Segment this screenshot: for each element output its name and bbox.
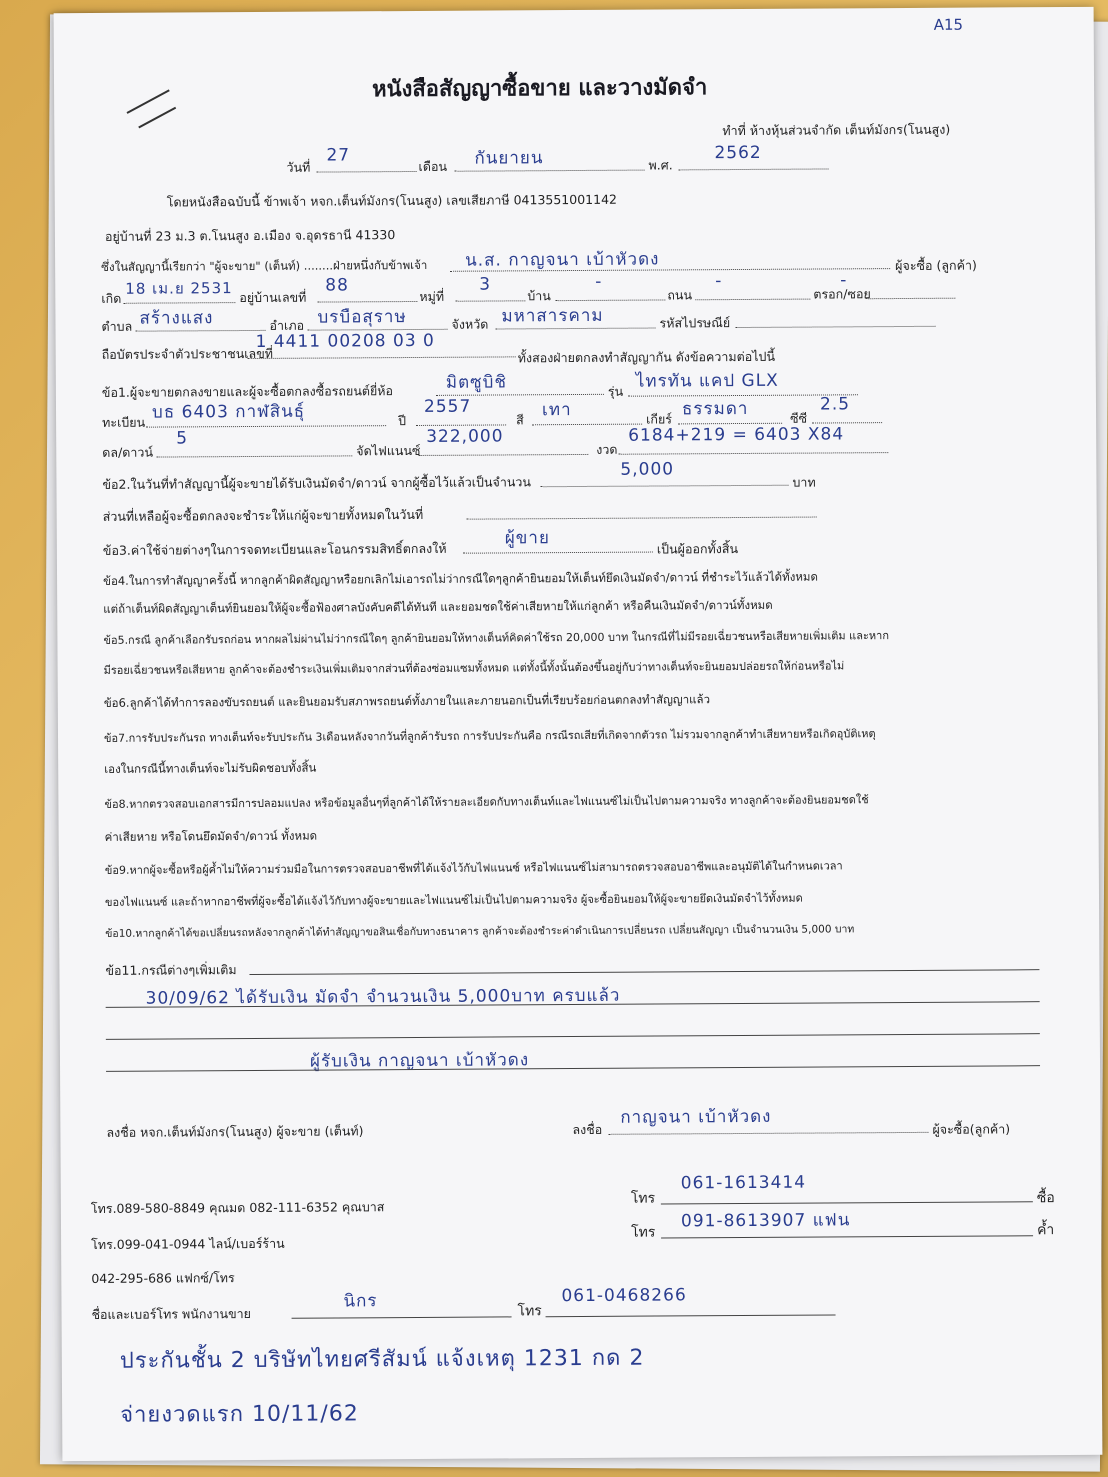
clause11-label: ข้อ11.กรณีต่างๆเพิ่มเติม (105, 962, 237, 978)
buyer-name: น.ส. กาญจนา เบ้าหัวดง (465, 249, 660, 271)
brand-value: มิตซูบิชิ (445, 372, 508, 393)
moo-label: หมู่ที่ (419, 288, 445, 304)
car-year-value: 2557 (423, 396, 472, 417)
remain-line: ส่วนที่เหลือผู้จะซื้อตกลงจะชำระให้แก่ผู้จะขายทั้งหมดในวันที่ (102, 506, 424, 524)
color-label: สี (516, 412, 524, 428)
idcard-label: ถือบัตรประจำตัวประชาชนเลขที่ (101, 345, 274, 362)
month-value: กันยายน (474, 148, 544, 169)
sales-tel-label: โทร (517, 1303, 542, 1320)
clause-line: ข้อ7.การรับประกันรถ ทางเต็นท์จะรับประกัน 3เดือนหลังจากวันที่ลูกค้ารับรถ การรับประกันคือ กรณีรถเสียที่เกิดจากตัวรถ ไม่รวมจากลูกค้าทำเสียหายหรือเกิดอุบัติเหตุ (103, 727, 876, 745)
day-value: 27 (326, 145, 351, 166)
clause-line: ข้อ6.ลูกค้าได้ทำการลองขับรถยนต์ และยินยอมรับสภาพรถยนต์ทั้งภายในและภายนอกเป็นที่เรียบร้อยก่อนตกลงทำสัญญาแล้ว (103, 692, 711, 710)
buyer-tel: 061-1613414 (680, 1172, 807, 1194)
clause11-note1: 30/09/62 ได้รับเงิน มัดจำ จำนวนเงิน 5,000บาท ครบแล้ว (145, 985, 621, 1009)
guarantor-tel: 091-8613907 แฟน (680, 1210, 851, 1232)
corner-note: A15 (933, 15, 964, 34)
idcard-value: 1 4411 00208 03 0 (255, 330, 435, 352)
color-value: เทา (541, 400, 572, 421)
finance-label: จัดไฟแนนซ์ (356, 442, 421, 459)
seller-line-label: ซึ่งในสัญญานี้เรียกว่า "ผู้จะขาย" (เต็นท์) ........ฝ่ายหนึ่งกับข้าพเจ้า (101, 257, 428, 274)
finance-value: 322,000 (426, 426, 504, 447)
clause3-label: ข้อ3.ค่าใช้จ่ายต่างๆในการจดทะเบียนและโอนกรรมสิทธิ์ตกลงให้ (102, 540, 447, 558)
clause2-label: ข้อ2.ในวันที่ทำสัญญานี้ผู้จะขายได้รับเงินมัดจำ/ดาวน์ จากผู้ซื้อไว้แล้วเป็นจำนวน (102, 474, 531, 492)
tambon-value: สร้างแสง (139, 308, 214, 329)
down-label: ดล/ดาวน์ (102, 444, 154, 460)
clause-line: เองในกรณีนี้ทางเต็นท์จะไม่รับผิดชอบทั้งสิ้น (104, 760, 317, 776)
amphoe-label: อำเภอ (269, 317, 305, 333)
province-value: มหาสารคาม (501, 305, 604, 327)
buyer-signature: กาญจนา เบ้าหัวดง (620, 1106, 772, 1128)
guarantor-tel-label: โทร (630, 1224, 656, 1241)
reg-value: บธ 6403 กาฬสินธุ์ (151, 401, 306, 423)
cc-value: 2.5 (819, 394, 851, 415)
clause-line: ข้อ5.กรณี ลูกค้าเลือกรับรถก่อน หากผลไม่ผ่านไม่ว่ากรณีใดๆ ลูกค้ายินยอมให้ทางเต็นท์คิดค่าใช้รถ 20,000 บาท ในกรณีที่ไม่มีรอยเฉี่ยวชนหรือเสียหายเพิ่มเติม และหาก (103, 629, 890, 647)
document-title: หนังสือสัญญาซื้อขาย และวางมัดจำ (371, 75, 708, 103)
year-label: พ.ศ. (648, 157, 673, 173)
moo-value: 3 (479, 274, 492, 295)
clause-line: มีรอยเฉี่ยวชนหรือเสียหาย ลูกค้าจะต้องชำระเงินเพิ่มเติมจากส่วนที่ต้องซ่อมแซมทั้งหมด แต่ทั้งนี้ทั้งนั้นต้องขึ้นอยู่กับว่าทางเต็นท์จะยินยอมปล่อยรถให้ก่อนหรือไม่ (103, 659, 845, 677)
day-label: วันที่ (286, 159, 311, 175)
road-value: - (715, 271, 723, 292)
deposit-value: 5,000 (620, 459, 675, 480)
amphoe-value: บรบือสุราษ (317, 307, 407, 328)
clause-line: ของไฟแนนซ์ และถ้าหากอาชีพที่ผู้จะซื้อได้แจ้งไว้กับทางผู้จะขายและไฟแนนซ์ไม่เป็นไปตามความจริง ผู้จะซื้อยินยอมให้ผู้จะขายยึดเงินมัดจำไว้ทั้งหมด (104, 891, 803, 909)
gear-value: ธรรมดา (681, 398, 749, 420)
clause-line: ข้อ10.หากลูกค้าได้ขอเปลี่ยนรถหลังจากลูกค้าได้ทำสัญญาขอสินเชื่อกับทางธนาคาร ลูกค้าจะต้องชำระค่าดำเนินการเปลี่ยนรถ เปลี่ยนสัญญา เป็นจำนวนเงิน 5,000 บาท (105, 923, 855, 940)
clause-line: ข้อ4.ในการทำสัญญาครั้งนี้ หากลูกค้าผิดสัญญาหรือยกเลิกไม่เอารถไม่ว่ากรณีใดๆลูกค้ายินยอมให้เต็นท์ยึดเงินมัดจำ/ดาวน์ ที่ชำระไว้แล้วได้ทั้งหมด (103, 569, 819, 588)
seller-signature: ลงชื่อ หจก.เต็นท์มังกร(โนนสูง) ผู้จะขาย (เต็นท์) (106, 1123, 364, 1140)
clause-line: ข้อ9.หากผู้จะซื้อหรือผู้ค้ำไม่ให้ความร่วมมือในการตรวจสอบอาชีพที่ได้แจ้งไว้กับไฟแนนซ์ หรือไฟแนนซ์ไม่สามารถตรวจสอบอาชีพและอนุมัติได้ในกำหนดเวลา (104, 859, 843, 877)
model-label: รุ่น (607, 383, 624, 399)
guarantor-tel-suffix: ค้ำ (1036, 1222, 1055, 1239)
gear-label: เกียร์ (646, 411, 673, 427)
birth-label: เกิด (101, 290, 122, 306)
first-payment-note: จ่ายงวดแรก 10/11/62 (120, 1401, 359, 1428)
sales-name: นิกร (343, 1291, 378, 1312)
contract-sheet (54, 7, 1103, 1461)
tambon-label: ตำบล (101, 318, 133, 334)
pen-mark (138, 107, 176, 129)
contact-line-3: 042-295-686 แฟกซ์/โทร (91, 1270, 235, 1286)
intro-line: โดยหนังสือฉบับนี้ ข้าพเจ้า หจก.เต็นท์มังกร(โนนสูง) เลขเสียภาษี 0413551001142 (166, 191, 617, 210)
baht-label: บาท (792, 474, 816, 490)
address-line: อยู่บ้านที่ 23 ม.3 ต.โนนสูง อ.เมือง จ.อุดรธานี 41330 (104, 227, 396, 244)
buyer-tel-suffix: ซื้อ (1036, 1190, 1055, 1207)
place-line: ทำที่ ห้างหุ้นส่วนจำกัด เต็นท์มังกร(โนนสูง) (722, 121, 951, 139)
house-label: อยู่บ้านเลขที่ (239, 289, 307, 306)
clause1-label: ข้อ1.ผู้จะขายตกลงขายและผู้จะซื้อตกลงซื้อรถยนต์ยี่ห้อ (101, 383, 394, 400)
install-label: งวด (596, 441, 618, 457)
clause-line: ค่าเสียหาย หรือโดนยึดมัดจำ/ดาวน์ ทั้งหมด (104, 828, 318, 844)
cc-label: ซีซี (790, 410, 808, 426)
insurance-note: ประกันชั้น 2 บริษัทไทยศรีสัมน์ แจ้งเหตุ 1231 กด 2 (119, 1345, 645, 1374)
model-value: ไทรทัน แคป GLX (635, 370, 779, 392)
install-value: 6184+219 = 6403 X84 (628, 424, 845, 446)
buyer-sign-label: ลงชื่อ (572, 1121, 603, 1138)
buyer-suffix: ผู้จะซื้อ (ลูกค้า) (895, 257, 977, 274)
zip-label: รหัสไปรษณีย์ (659, 315, 731, 331)
soi-label: ตรอก/ซอย (813, 286, 871, 302)
pen-mark (127, 89, 170, 114)
province-label: จังหวัด (451, 316, 489, 332)
road-label: ถนน (667, 287, 693, 303)
year-value: 2562 (714, 142, 762, 164)
sales-label: ชื่อและเบอร์โทร พนักงานขาย (91, 1306, 251, 1322)
birth-value: 18 เม.ย 2531 (125, 279, 233, 298)
soi-value: - (840, 270, 848, 291)
buyer-tel-label: โทร (630, 1190, 656, 1207)
car-year-label: ปี (398, 413, 407, 429)
reg-label: ทะเบียน (102, 414, 146, 430)
sales-tel: 061-0468266 (561, 1285, 687, 1307)
down-value: 5 (176, 428, 189, 449)
contact-line-1: โทร.089-580-8849 คุณมด 082-111-6352 คุณบาส (90, 1199, 385, 1216)
clause-line: ข้อ8.หากตรวจสอบเอกสารมีการปลอมแปลง หรือข้อมูลอื่นๆที่ลูกค้าได้ให้รายละเอียดกับทางเต็นท์และไฟแนนซ์ไม่เป็นไปตามความจริง ทางลูกค้าจะต้องยินยอมชดใช้ (104, 793, 869, 811)
agree-line: ทั้งสองฝ่ายตกลงทำสัญญากัน ดังข้อความต่อไปนี้ (517, 348, 776, 366)
clause11-note2: ผู้รับเงิน กาญจนา เบ้าหัวดง (309, 1050, 530, 1072)
village-label: บ้าน (527, 288, 551, 304)
buyer-sign-suffix: ผู้จะซื้อ(ลูกค้า) (932, 1121, 1011, 1137)
contact-line-2: โทร.099-041-0944 ไลน์/เบอร์ร้าน (91, 1235, 285, 1252)
month-label: เดือน (418, 158, 448, 174)
house-value: 88 (325, 275, 349, 296)
village-value: - (595, 271, 603, 292)
clause-line: แต่ถ้าเต็นท์ผิดสัญญาเต็นท์ยินยอมให้ผู้จะซื้อฟ้องศาลบังคับคดีได้ทันที และยอมชดใช้ค่าเสียหายให้แก่ลูกค้า หรือคืนเงินมัดจำ/ดาวน์ทั้งหมด (103, 597, 773, 616)
clause3-suffix: เป็นผู้ออกทั้งสิ้น (656, 541, 739, 557)
clause3-value: ผู้ขาย (504, 528, 550, 549)
